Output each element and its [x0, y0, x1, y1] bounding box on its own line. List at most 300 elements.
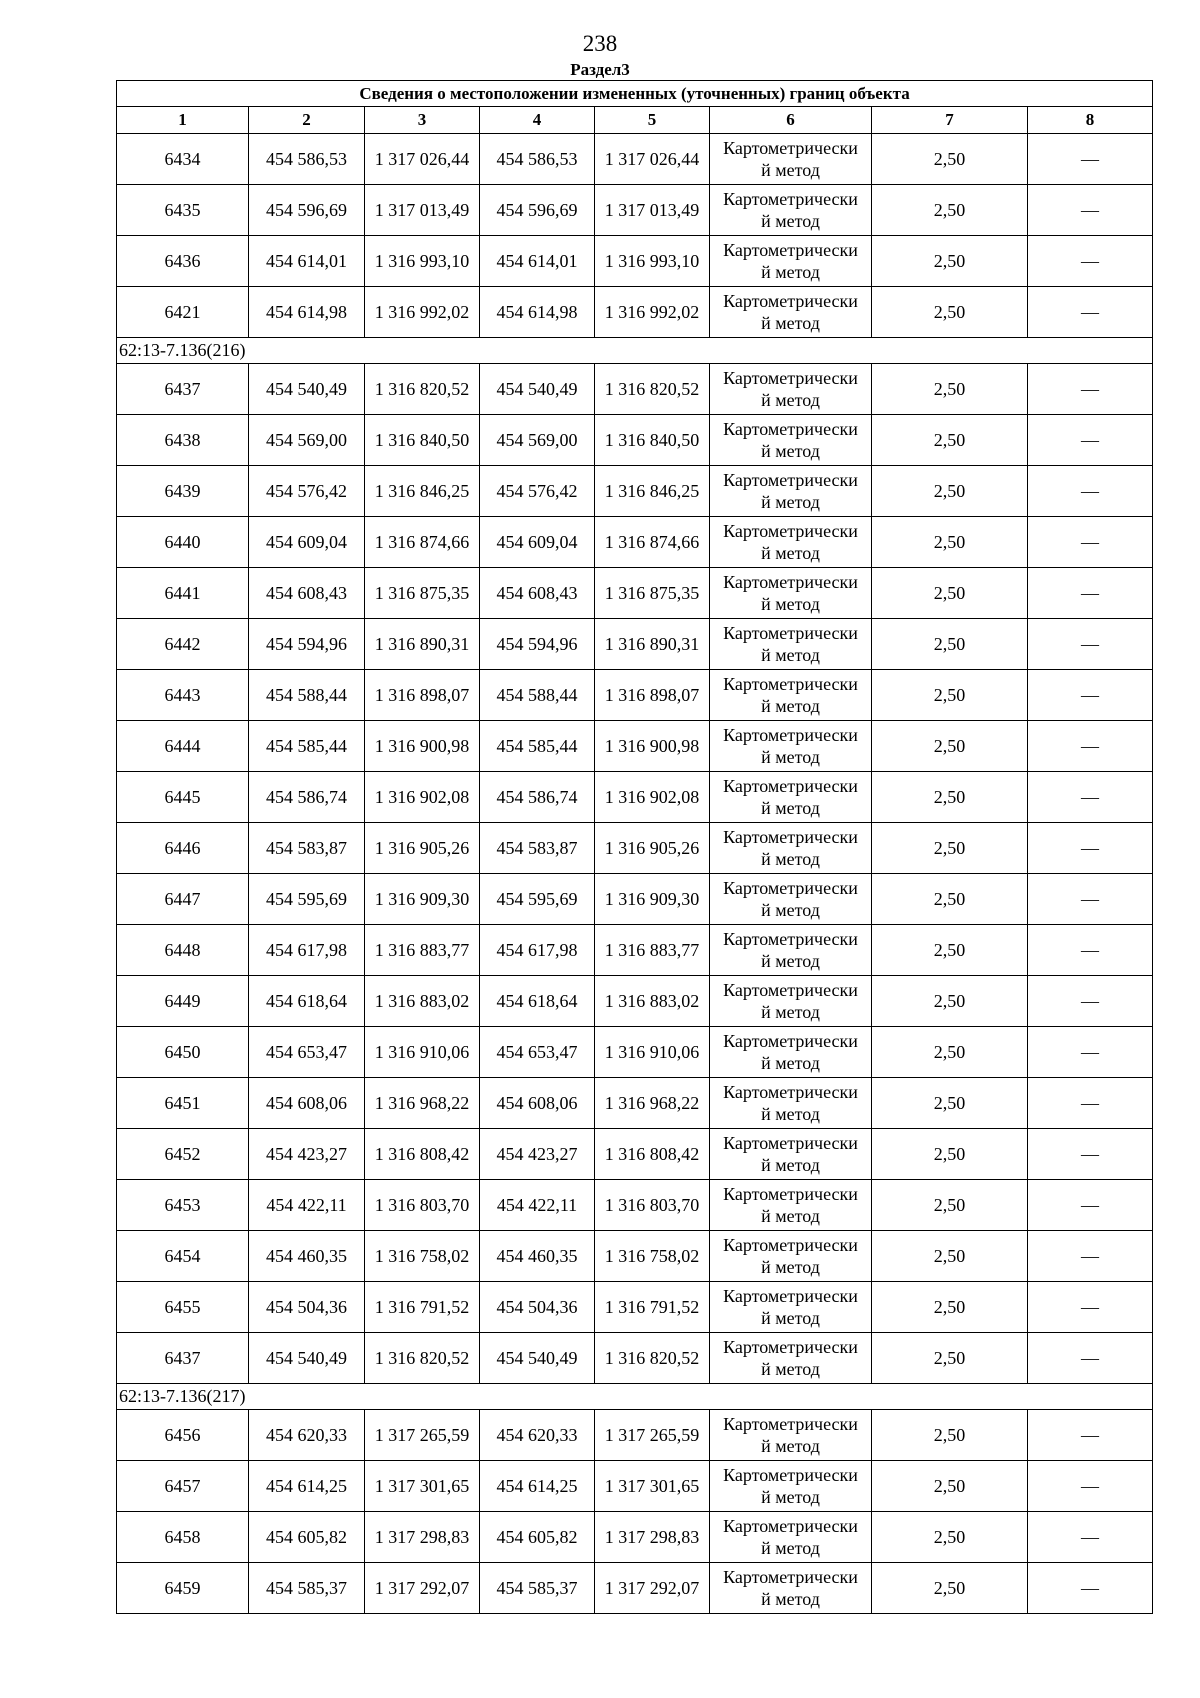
cell-y-existing: 1 317 292,07: [365, 1563, 480, 1614]
cell-note: —: [1028, 619, 1153, 670]
cell-method: [710, 1180, 872, 1231]
table-row: [117, 823, 1153, 874]
cell-y-new: 1 316 993,10: [595, 236, 710, 287]
cell-method: [710, 619, 872, 670]
cell-method: [710, 925, 872, 976]
cell-x-new: 454 595,69: [480, 874, 595, 925]
cell-method: [710, 772, 872, 823]
method-line-2: й метод: [761, 696, 820, 716]
cell-accuracy: 2,50: [872, 1282, 1028, 1333]
cell-y-existing: 1 316 883,77: [365, 925, 480, 976]
cell-point-number: 6421: [117, 287, 249, 338]
method-line-2: й метод: [761, 594, 820, 614]
cell-y-existing: 1 316 909,30: [365, 874, 480, 925]
cell-y-existing: 1 316 905,26: [365, 823, 480, 874]
cell-note: —: [1028, 364, 1153, 415]
cell-y-new: 1 316 808,42: [595, 1129, 710, 1180]
table-row: [117, 1333, 1153, 1384]
cell-accuracy: 2,50: [872, 1027, 1028, 1078]
cell-y-new: 1 316 883,02: [595, 976, 710, 1027]
cell-method: [710, 517, 872, 568]
cell-method: [710, 236, 872, 287]
cell-x-new: 454 614,25: [480, 1461, 595, 1512]
cell-y-new: 1 316 840,50: [595, 415, 710, 466]
cell-accuracy: 2,50: [872, 976, 1028, 1027]
method-line-2: й метод: [761, 1359, 820, 1379]
table-row: [117, 1563, 1153, 1614]
cell-method: [710, 721, 872, 772]
cell-x-new: 454 609,04: [480, 517, 595, 568]
column-header-7: 7: [872, 107, 1028, 134]
cell-y-new: 1 316 992,02: [595, 287, 710, 338]
cell-method: [710, 287, 872, 338]
cell-point-number: 6449: [117, 976, 249, 1027]
method-line-1: Картометрически: [723, 725, 858, 745]
method-line-2: й метод: [761, 645, 820, 665]
cell-x-new: 454 585,37: [480, 1563, 595, 1614]
method-line-1: Картометрически: [723, 1235, 858, 1255]
cell-y-existing: 1 316 820,52: [365, 364, 480, 415]
cell-x-existing: 454 422,11: [249, 1180, 365, 1231]
table-row: [117, 466, 1153, 517]
column-header-8: 8: [1028, 107, 1153, 134]
table-row: [117, 185, 1153, 236]
cell-y-new: 1 317 298,83: [595, 1512, 710, 1563]
cell-method: [710, 823, 872, 874]
cell-method: [710, 1563, 872, 1614]
table-row: [117, 415, 1153, 466]
cell-point-number: 6440: [117, 517, 249, 568]
cell-accuracy: 2,50: [872, 874, 1028, 925]
table-row: [117, 976, 1153, 1027]
column-header-2: 2: [249, 107, 365, 134]
cell-y-existing: 1 316 758,02: [365, 1231, 480, 1282]
method-line-2: й метод: [761, 798, 820, 818]
cell-x-new: 454 583,87: [480, 823, 595, 874]
method-line-2: й метод: [761, 313, 820, 333]
cell-y-existing: 1 316 874,66: [365, 517, 480, 568]
cell-point-number: 6452: [117, 1129, 249, 1180]
cell-x-new: 454 618,64: [480, 976, 595, 1027]
cell-x-existing: 454 586,74: [249, 772, 365, 823]
cell-x-new: 454 653,47: [480, 1027, 595, 1078]
method-line-1: Картометрически: [723, 929, 858, 949]
cell-accuracy: 2,50: [872, 670, 1028, 721]
cell-y-new: 1 316 902,08: [595, 772, 710, 823]
cell-x-existing: 454 540,49: [249, 364, 365, 415]
cell-method: [710, 670, 872, 721]
cell-method: [710, 1027, 872, 1078]
cell-method: [710, 466, 872, 517]
method-line-1: Картометрически: [723, 1414, 858, 1434]
method-line-1: Картометрически: [723, 827, 858, 847]
column-header-4: 4: [480, 107, 595, 134]
cell-accuracy: 2,50: [872, 1333, 1028, 1384]
table-caption-row: [117, 81, 1153, 107]
cell-x-new: 454 614,98: [480, 287, 595, 338]
cell-x-new: 454 460,35: [480, 1231, 595, 1282]
cell-x-existing: 454 620,33: [249, 1410, 365, 1461]
cell-y-new: 1 316 874,66: [595, 517, 710, 568]
cell-x-existing: 454 618,64: [249, 976, 365, 1027]
cell-point-number: 6447: [117, 874, 249, 925]
method-line-2: й метод: [761, 211, 820, 231]
method-line-2: й метод: [761, 160, 820, 180]
cell-method: [710, 568, 872, 619]
cell-y-new: 1 316 875,35: [595, 568, 710, 619]
boundary-coordinates-table: [116, 80, 1153, 1614]
cell-x-new: 454 608,43: [480, 568, 595, 619]
cell-note: —: [1028, 1461, 1153, 1512]
cell-x-existing: 454 594,96: [249, 619, 365, 670]
cell-method: [710, 185, 872, 236]
table-row: [117, 1027, 1153, 1078]
cell-note: —: [1028, 287, 1153, 338]
cell-method: [710, 874, 872, 925]
cell-x-new: 454 620,33: [480, 1410, 595, 1461]
cell-note: —: [1028, 925, 1153, 976]
cell-y-new: 1 316 898,07: [595, 670, 710, 721]
cell-note: —: [1028, 823, 1153, 874]
table-row: [117, 1410, 1153, 1461]
cell-accuracy: 2,50: [872, 772, 1028, 823]
method-line-1: Картометрически: [723, 521, 858, 541]
cell-x-existing: 454 614,01: [249, 236, 365, 287]
cell-accuracy: 2,50: [872, 823, 1028, 874]
cell-note: —: [1028, 670, 1153, 721]
method-line-2: й метод: [761, 1589, 820, 1609]
cell-y-existing: 1 316 910,06: [365, 1027, 480, 1078]
method-line-1: Картометрически: [723, 1133, 858, 1153]
cell-note: —: [1028, 1129, 1153, 1180]
method-line-2: й метод: [761, 849, 820, 869]
cell-y-new: 1 317 301,65: [595, 1461, 710, 1512]
cell-point-number: 6457: [117, 1461, 249, 1512]
cell-note: —: [1028, 772, 1153, 823]
cell-note: —: [1028, 415, 1153, 466]
cell-y-existing: 1 316 875,35: [365, 568, 480, 619]
cell-y-new: 1 316 791,52: [595, 1282, 710, 1333]
cell-y-new: 1 317 026,44: [595, 134, 710, 185]
cell-point-number: 6445: [117, 772, 249, 823]
cell-y-existing: 1 317 298,83: [365, 1512, 480, 1563]
table-row: [117, 619, 1153, 670]
cell-y-existing: 1 316 840,50: [365, 415, 480, 466]
cell-y-new: 1 316 820,52: [595, 1333, 710, 1384]
method-line-1: Картометрически: [723, 419, 858, 439]
method-line-1: Картометрически: [723, 291, 858, 311]
cell-note: —: [1028, 1180, 1153, 1231]
method-line-2: й метод: [761, 1538, 820, 1558]
column-header-row: [117, 107, 1153, 134]
cell-accuracy: 2,50: [872, 236, 1028, 287]
cell-y-existing: 1 316 993,10: [365, 236, 480, 287]
cell-x-existing: 454 614,98: [249, 287, 365, 338]
cell-note: —: [1028, 874, 1153, 925]
cell-x-new: 454 423,27: [480, 1129, 595, 1180]
method-line-1: Картометрически: [723, 1567, 858, 1587]
cell-y-existing: 1 316 902,08: [365, 772, 480, 823]
cell-x-existing: 454 583,87: [249, 823, 365, 874]
method-line-2: й метод: [761, 390, 820, 410]
cell-point-number: 6446: [117, 823, 249, 874]
table-row: [117, 236, 1153, 287]
cell-y-existing: 1 316 791,52: [365, 1282, 480, 1333]
column-header-3: 3: [365, 107, 480, 134]
cell-x-existing: 454 596,69: [249, 185, 365, 236]
section-title: Раздел3: [570, 60, 630, 79]
method-line-2: й метод: [761, 1308, 820, 1328]
table-row: [117, 287, 1153, 338]
cell-method: [710, 1231, 872, 1282]
cell-note: —: [1028, 1231, 1153, 1282]
cell-accuracy: 2,50: [872, 1129, 1028, 1180]
column-header-6: 6: [710, 107, 872, 134]
method-line-1: Картометрически: [723, 240, 858, 260]
cell-method: [710, 976, 872, 1027]
method-line-2: й метод: [761, 1104, 820, 1124]
cell-y-existing: 1 317 265,59: [365, 1410, 480, 1461]
cell-point-number: 6437: [117, 364, 249, 415]
table-row: [117, 134, 1153, 185]
method-line-1: Картометрически: [723, 1031, 858, 1051]
cell-accuracy: 2,50: [872, 1512, 1028, 1563]
cell-point-number: 6451: [117, 1078, 249, 1129]
table-row: [117, 1180, 1153, 1231]
cell-note: —: [1028, 517, 1153, 568]
method-line-1: Картометрически: [723, 470, 858, 490]
cell-x-existing: 454 423,27: [249, 1129, 365, 1180]
cell-x-existing: 454 504,36: [249, 1282, 365, 1333]
cell-x-new: 454 540,49: [480, 1333, 595, 1384]
cell-y-new: 1 316 846,25: [595, 466, 710, 517]
cell-method: [710, 1129, 872, 1180]
cell-x-existing: 454 608,43: [249, 568, 365, 619]
method-line-1: Картометрически: [723, 1082, 858, 1102]
method-line-2: й метод: [761, 1002, 820, 1022]
column-header-5: 5: [595, 107, 710, 134]
cell-point-number: 6459: [117, 1563, 249, 1614]
method-line-1: Картометрически: [723, 623, 858, 643]
method-line-2: й метод: [761, 262, 820, 282]
method-line-1: Картометрически: [723, 878, 858, 898]
cell-accuracy: 2,50: [872, 568, 1028, 619]
cell-y-existing: 1 316 898,07: [365, 670, 480, 721]
cell-y-existing: 1 316 992,02: [365, 287, 480, 338]
cell-x-existing: 454 586,53: [249, 134, 365, 185]
cell-note: —: [1028, 976, 1153, 1027]
cell-accuracy: 2,50: [872, 925, 1028, 976]
table-caption: Сведения о местоположении измененных (уточненных) границ объекта: [117, 81, 1153, 107]
cell-accuracy: 2,50: [872, 415, 1028, 466]
cell-x-new: 454 617,98: [480, 925, 595, 976]
cell-method: [710, 1333, 872, 1384]
cell-accuracy: 2,50: [872, 721, 1028, 772]
cell-y-new: 1 316 890,31: [595, 619, 710, 670]
cell-note: —: [1028, 721, 1153, 772]
cell-point-number: 6444: [117, 721, 249, 772]
cell-accuracy: 2,50: [872, 1410, 1028, 1461]
cell-note: —: [1028, 1563, 1153, 1614]
cell-point-number: 6448: [117, 925, 249, 976]
cell-accuracy: 2,50: [872, 1563, 1028, 1614]
cell-y-existing: 1 316 968,22: [365, 1078, 480, 1129]
cell-y-new: 1 316 909,30: [595, 874, 710, 925]
cell-point-number: 6438: [117, 415, 249, 466]
cell-accuracy: 2,50: [872, 1180, 1028, 1231]
method-line-2: й метод: [761, 747, 820, 767]
cell-note: —: [1028, 1078, 1153, 1129]
table-row: [117, 721, 1153, 772]
cell-method: [710, 1078, 872, 1129]
cell-note: —: [1028, 466, 1153, 517]
cell-method: [710, 1461, 872, 1512]
cell-x-existing: 454 588,44: [249, 670, 365, 721]
cell-point-number: 6450: [117, 1027, 249, 1078]
cell-y-new: 1 316 803,70: [595, 1180, 710, 1231]
cell-x-new: 454 504,36: [480, 1282, 595, 1333]
cell-y-existing: 1 316 846,25: [365, 466, 480, 517]
cell-y-new: 1 317 013,49: [595, 185, 710, 236]
cell-x-existing: 454 569,00: [249, 415, 365, 466]
cell-note: —: [1028, 1282, 1153, 1333]
table-row: [117, 568, 1153, 619]
method-line-1: Картометрически: [723, 368, 858, 388]
cell-point-number: 6437: [117, 1333, 249, 1384]
cell-x-new: 454 422,11: [480, 1180, 595, 1231]
cell-method: [710, 1282, 872, 1333]
parcel-group-label: 62:13-7.136(216): [117, 338, 1153, 364]
table-row: [117, 1078, 1153, 1129]
cell-note: —: [1028, 568, 1153, 619]
cell-method: [710, 1512, 872, 1563]
cell-y-new: 1 316 758,02: [595, 1231, 710, 1282]
table-row: [117, 1461, 1153, 1512]
cell-point-number: 6442: [117, 619, 249, 670]
cell-point-number: 6435: [117, 185, 249, 236]
cell-accuracy: 2,50: [872, 466, 1028, 517]
cell-x-existing: 454 653,47: [249, 1027, 365, 1078]
cell-y-existing: 1 317 013,49: [365, 185, 480, 236]
cell-accuracy: 2,50: [872, 287, 1028, 338]
cell-accuracy: 2,50: [872, 185, 1028, 236]
cell-note: —: [1028, 1333, 1153, 1384]
table-row: [117, 1129, 1153, 1180]
table-row: [117, 1231, 1153, 1282]
cell-note: —: [1028, 134, 1153, 185]
cell-note: —: [1028, 185, 1153, 236]
cell-point-number: 6458: [117, 1512, 249, 1563]
cell-x-existing: 454 585,37: [249, 1563, 365, 1614]
table-row: [117, 925, 1153, 976]
cell-x-existing: 454 460,35: [249, 1231, 365, 1282]
cell-point-number: 6434: [117, 134, 249, 185]
method-line-2: й метод: [761, 1053, 820, 1073]
cell-x-new: 454 608,06: [480, 1078, 595, 1129]
method-line-1: Картометрически: [723, 1286, 858, 1306]
method-line-2: й метод: [761, 900, 820, 920]
cell-x-new: 454 540,49: [480, 364, 595, 415]
cell-y-new: 1 316 883,77: [595, 925, 710, 976]
cell-accuracy: 2,50: [872, 1231, 1028, 1282]
cell-note: —: [1028, 1410, 1153, 1461]
cell-accuracy: 2,50: [872, 364, 1028, 415]
parcel-group-row: [117, 1384, 1153, 1410]
cell-x-existing: 454 595,69: [249, 874, 365, 925]
method-line-2: й метод: [761, 951, 820, 971]
cell-x-existing: 454 576,42: [249, 466, 365, 517]
cell-point-number: 6455: [117, 1282, 249, 1333]
cell-x-existing: 454 540,49: [249, 1333, 365, 1384]
method-line-1: Картометрически: [723, 980, 858, 1000]
method-line-1: Картометрически: [723, 189, 858, 209]
method-line-2: й метод: [761, 1436, 820, 1456]
cell-method: [710, 1410, 872, 1461]
table-row: [117, 1512, 1153, 1563]
cell-x-existing: 454 609,04: [249, 517, 365, 568]
cell-y-existing: 1 316 890,31: [365, 619, 480, 670]
cell-accuracy: 2,50: [872, 517, 1028, 568]
cell-note: —: [1028, 1027, 1153, 1078]
method-line-2: й метод: [761, 1257, 820, 1277]
cell-y-existing: 1 316 808,42: [365, 1129, 480, 1180]
method-line-1: Картометрически: [723, 138, 858, 158]
method-line-2: й метод: [761, 492, 820, 512]
cell-note: —: [1028, 1512, 1153, 1563]
method-line-1: Картометрически: [723, 1516, 858, 1536]
method-line-1: Картометрически: [723, 572, 858, 592]
cell-accuracy: 2,50: [872, 619, 1028, 670]
cell-x-new: 454 586,53: [480, 134, 595, 185]
cell-x-new: 454 594,96: [480, 619, 595, 670]
cell-method: [710, 364, 872, 415]
cell-x-new: 454 614,01: [480, 236, 595, 287]
cell-x-new: 454 576,42: [480, 466, 595, 517]
cell-y-new: 1 316 905,26: [595, 823, 710, 874]
cell-x-existing: 454 617,98: [249, 925, 365, 976]
table-row: [117, 1282, 1153, 1333]
cell-note: —: [1028, 236, 1153, 287]
cell-y-new: 1 316 820,52: [595, 364, 710, 415]
parcel-group-row: [117, 338, 1153, 364]
table-row: [117, 364, 1153, 415]
page-number: 238: [582, 31, 618, 56]
cell-point-number: 6454: [117, 1231, 249, 1282]
cell-y-new: 1 316 968,22: [595, 1078, 710, 1129]
table-row: [117, 874, 1153, 925]
cell-point-number: 6443: [117, 670, 249, 721]
cell-y-new: 1 316 900,98: [595, 721, 710, 772]
cell-x-existing: 454 585,44: [249, 721, 365, 772]
cell-method: [710, 415, 872, 466]
method-line-2: й метод: [761, 441, 820, 461]
table-row: [117, 517, 1153, 568]
method-line-1: Картометрически: [723, 776, 858, 796]
table-row: [117, 670, 1153, 721]
table-body: [117, 81, 1153, 1614]
method-line-2: й метод: [761, 1155, 820, 1175]
method-line-1: Картометрически: [723, 1337, 858, 1357]
cell-y-existing: 1 316 803,70: [365, 1180, 480, 1231]
cell-y-new: 1 317 292,07: [595, 1563, 710, 1614]
cell-accuracy: 2,50: [872, 1078, 1028, 1129]
cell-point-number: 6441: [117, 568, 249, 619]
cell-x-new: 454 585,44: [480, 721, 595, 772]
cell-method: [710, 134, 872, 185]
cell-y-existing: 1 316 900,98: [365, 721, 480, 772]
cell-accuracy: 2,50: [872, 134, 1028, 185]
cell-y-existing: 1 317 301,65: [365, 1461, 480, 1512]
